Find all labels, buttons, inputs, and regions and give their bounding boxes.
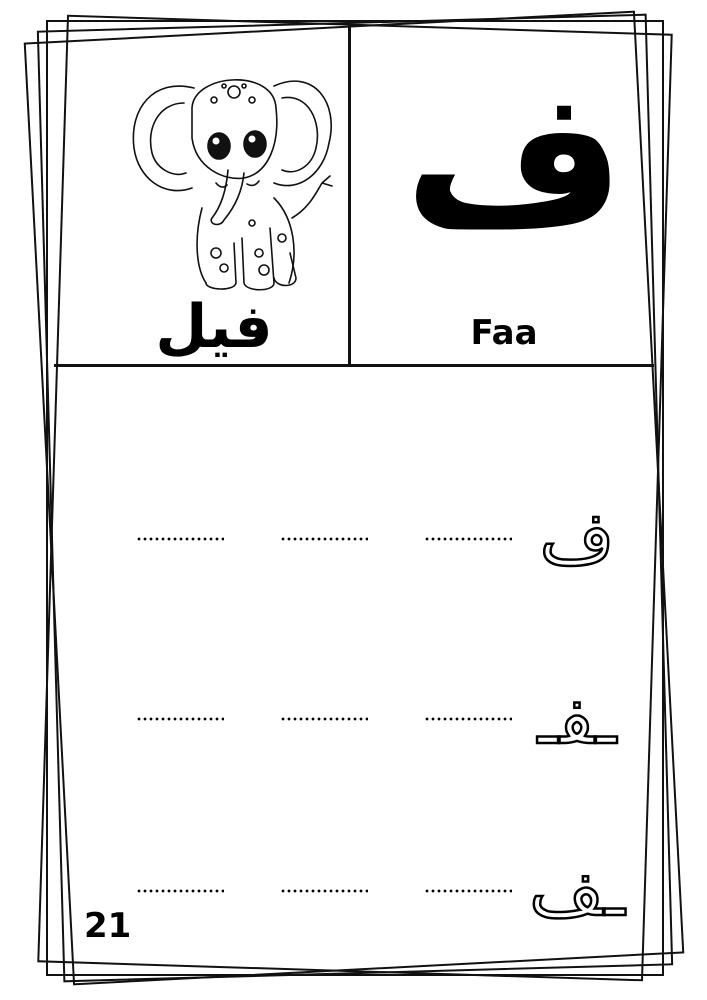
writing-blank[interactable] [424, 888, 512, 894]
practice-row [54, 678, 654, 758]
letter-name: Faa [470, 313, 538, 353]
letter-form-isolated: ف [539, 496, 615, 580]
writing-blank[interactable] [280, 536, 368, 542]
practice-row [54, 850, 654, 930]
example-word: فيل [155, 292, 273, 362]
main-letter: ف [404, 49, 625, 270]
elephant-illustration [124, 48, 334, 298]
divider-horizontal [54, 364, 654, 367]
letter-form-final: ـف [529, 848, 625, 932]
writing-blank[interactable] [280, 888, 368, 894]
writing-blank[interactable] [424, 536, 512, 542]
writing-blank[interactable] [280, 716, 368, 722]
writing-blank[interactable] [136, 536, 224, 542]
writing-blank[interactable] [424, 716, 512, 722]
writing-blank[interactable] [136, 888, 224, 894]
practice-row [54, 498, 654, 578]
writing-blank[interactable] [136, 716, 224, 722]
page-number: 21 [84, 906, 132, 946]
divider-vertical [348, 20, 351, 366]
worksheet-card [54, 20, 654, 972]
letter-form-medial: ـفـ [537, 676, 617, 760]
